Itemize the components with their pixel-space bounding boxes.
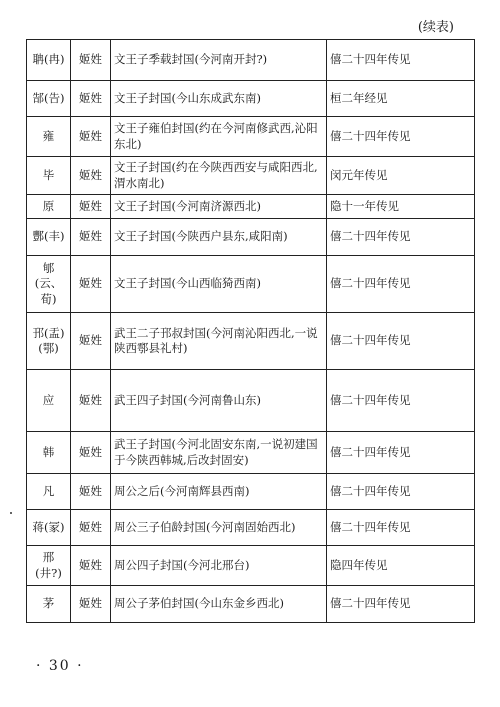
- origin-cell: 文王子封国(约在今陕西西安与咸阳西北,渭水南北): [111, 157, 327, 195]
- table-row: [27, 474, 475, 510]
- table-row: [27, 313, 475, 370]
- source-cell: 僖二十四年传见: [327, 474, 475, 510]
- state-name-cell: 郇(云、荀): [27, 256, 71, 313]
- state-name-cell: 凡: [27, 474, 71, 510]
- vassal-states-table: [26, 39, 475, 623]
- stray-ink-dot: [10, 512, 12, 514]
- table-row: [27, 219, 475, 256]
- origin-cell: 文王子雍伯封国(约在今河南修武西,沁阳东北): [111, 117, 327, 157]
- surname-cell: 姬姓: [71, 219, 111, 256]
- origin-cell: 武王子封国(今河北固安东南,一说初建国于今陕西韩城,后改封固安): [111, 432, 327, 474]
- state-name-cell: 邢(井?): [27, 546, 71, 586]
- state-name-cell: 郜(告): [27, 81, 71, 117]
- state-name-cell: 雍: [27, 117, 71, 157]
- origin-cell: 文王子封国(今河南济源西北): [111, 195, 327, 219]
- surname-cell: 姬姓: [71, 370, 111, 432]
- surname-cell: 姬姓: [71, 474, 111, 510]
- source-cell: 僖二十四年传见: [327, 432, 475, 474]
- source-cell: 僖二十四年传见: [327, 370, 475, 432]
- origin-cell: 武王四子封国(今河南鲁山东): [111, 370, 327, 432]
- origin-cell: 周公子茅伯封国(今山东金乡西北): [111, 586, 327, 623]
- surname-cell: 姬姓: [71, 40, 111, 81]
- state-name-cell: 韩: [27, 432, 71, 474]
- table-row: [27, 195, 475, 219]
- source-cell: 僖二十四年传见: [327, 40, 475, 81]
- state-name-cell: 毕: [27, 157, 71, 195]
- surname-cell: 姬姓: [71, 117, 111, 157]
- source-cell: 闵元年传见: [327, 157, 475, 195]
- source-cell: 隐四年传见: [327, 546, 475, 586]
- table-row: [27, 546, 475, 586]
- source-cell: 僖二十四年传见: [327, 313, 475, 370]
- continued-label: (续表): [417, 20, 454, 35]
- source-cell: 僖二十四年传见: [327, 219, 475, 256]
- state-name-cell: 聃(冉): [27, 40, 71, 81]
- state-name-cell: 酆(丰): [27, 219, 71, 256]
- surname-cell: 姬姓: [71, 510, 111, 546]
- origin-cell: 文王子封国(今山东成武东南): [111, 81, 327, 117]
- origin-cell: 文王子封国(今山西临猗西南): [111, 256, 327, 313]
- table-row: [27, 157, 475, 195]
- state-name-cell: 原: [27, 195, 71, 219]
- origin-cell: 文王子季载封国(今河南开封?): [111, 40, 327, 81]
- state-name-cell: 应: [27, 370, 71, 432]
- table-row: [27, 117, 475, 157]
- surname-cell: 姬姓: [71, 157, 111, 195]
- surname-cell: 姬姓: [71, 546, 111, 586]
- table-row: [27, 586, 475, 623]
- surname-cell: 姬姓: [71, 586, 111, 623]
- table-row: [27, 256, 475, 313]
- table-row: [27, 40, 475, 81]
- state-name-cell: 茅: [27, 586, 71, 623]
- origin-cell: 周公三子伯龄封国(今河南固始西北): [111, 510, 327, 546]
- state-name-cell: 蒋(冡): [27, 510, 71, 546]
- origin-cell: 周公四子封国(今河北邢台): [111, 546, 327, 586]
- surname-cell: 姬姓: [71, 313, 111, 370]
- source-cell: 僖二十四年传见: [327, 586, 475, 623]
- source-cell: 隐十一年传见: [327, 195, 475, 219]
- origin-cell: 周公之后(今河南辉县西南): [111, 474, 327, 510]
- surname-cell: 姬姓: [71, 432, 111, 474]
- state-name-cell: 邘(盂)(鄂): [27, 313, 71, 370]
- source-cell: 僖二十四年传见: [327, 510, 475, 546]
- source-cell: 僖二十四年传见: [327, 117, 475, 157]
- source-cell: 僖二十四年传见: [327, 256, 475, 313]
- origin-cell: 文王子封国(今陕西户县东,咸阳南): [111, 219, 327, 256]
- page-number: · 30 ·: [36, 658, 84, 674]
- table-row: [27, 432, 475, 474]
- surname-cell: 姬姓: [71, 81, 111, 117]
- table-row: [27, 370, 475, 432]
- table-row: [27, 81, 475, 117]
- source-cell: 桓二年经见: [327, 81, 475, 117]
- surname-cell: 姬姓: [71, 195, 111, 219]
- origin-cell: 武王二子邘叔封国(今河南沁阳西北,一说陕西鄠县礼村): [111, 313, 327, 370]
- surname-cell: 姬姓: [71, 256, 111, 313]
- table-row: [27, 510, 475, 546]
